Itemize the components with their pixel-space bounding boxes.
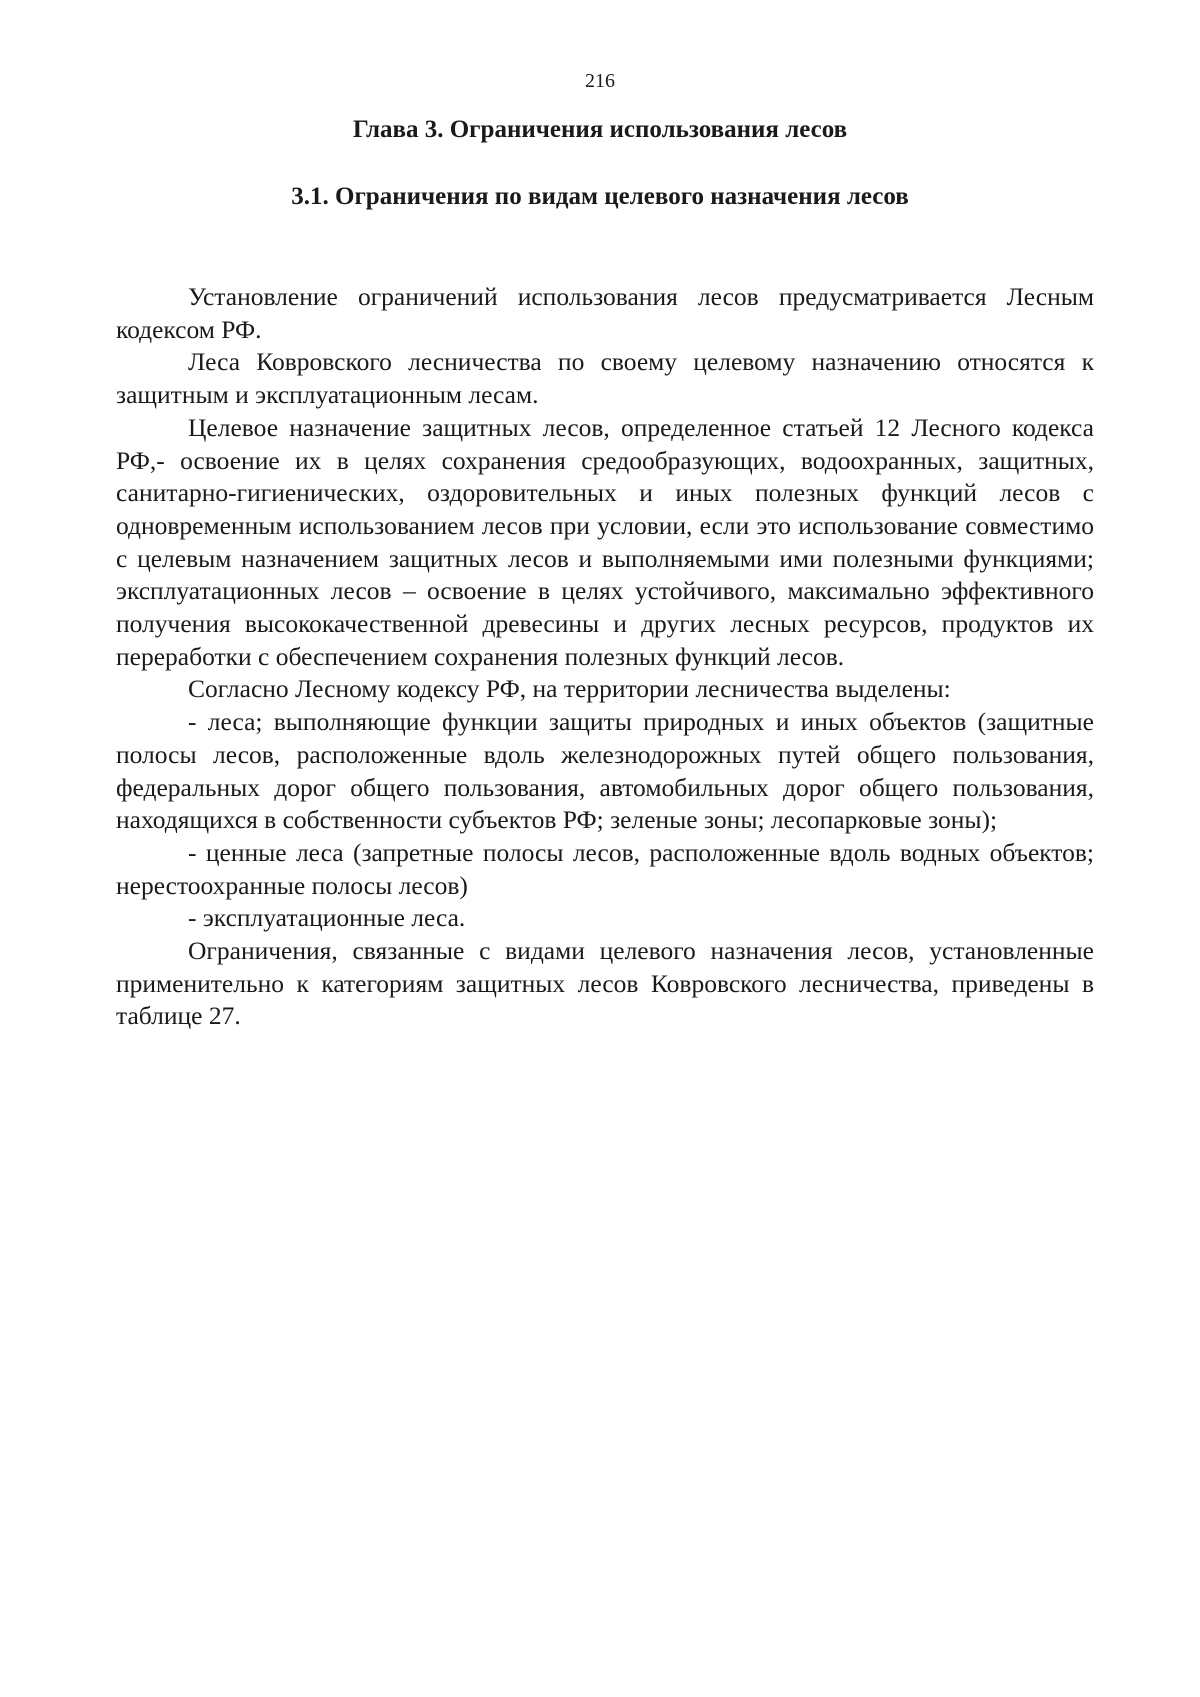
body-text [116,281,1094,1033]
paragraph-restrictions-table-ref: Ограничения, связанные с видами целевого назначения лесов, установленные применительно к категориям защитных лесов Ковровского лесничества, приведены в таблице 27. [116,936,1094,1031]
list-item-exploitation-forests: - эксплуатационные леса. [188,903,466,933]
chapter-title: Глава 3. Ограничения использования лесов [352,116,848,143]
list-item-valuable-forests: - ценные леса (запретные полосы лесов, расположенные вдоль водных объектов; нерестоохранные полосы лесов) [116,837,1094,900]
section-title: 3.1. Ограничения по видам целевого назначения лесов [291,183,909,210]
list-item-protective-forests: - леса; выполняющие функции защиты природных и иных объектов (защитные полосы лесов, расположенные вдоль железнодорожных путей общего пользования, федеральных дорог общего пользования, автомобильных дорог общего пользования, находящихся в собственности субъектов РФ; зеленые зоны; лесопарковые зоны); [116,707,1094,835]
paragraph-allocated-forests: Согласно Лесному кодексу РФ, на территории лесничества выделены: [188,674,951,704]
paragraph-purpose-of-forests: Целевое назначение защитных лесов, определенное статьей 12 Лесного кодекса РФ,- освоение их в целях сохранения средообразующих, водоохранных, защитных, санитарно-гигиенических, оздоровительных и иных полезных функций лесов с одновременным использованием лесов при условии, если это использование совместимо с целевым назначением защитных лесов и выполняемыми ими полезными функциями; эксплуатационных лесов – освоение в целях устойчивого, максимально эффективного получения высококачественной древесины и других лесных ресурсов, продуктов их переработки с обеспечением сохранения полезных функций лесов. [116,412,1094,671]
paragraph-forest-categories: Леса Ковровского лесничества по своему целевому назначению относятся к защитным и эксплуатационным лесам. [116,347,1094,410]
page-number: 216 [585,70,615,92]
paragraph-legal-basis: Установление ограничений использования лесов предусматривается Лесным кодексом РФ. [116,282,1094,344]
